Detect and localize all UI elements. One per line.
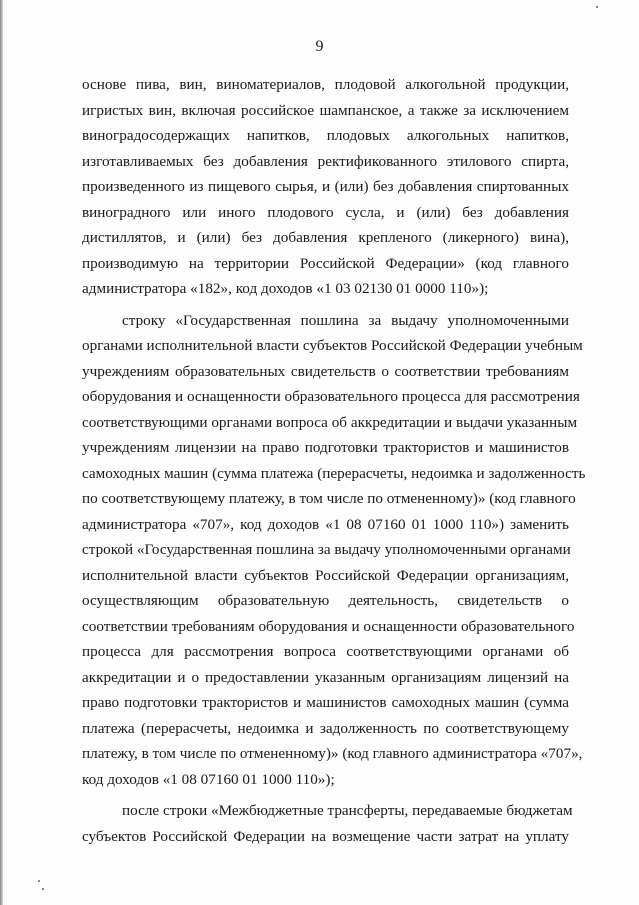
text-line: производимую на территории Российской Федерации» (код главного xyxy=(82,254,569,272)
text-line: строкой «Государственная пошлина за выдачу уполномоченными органами xyxy=(82,541,571,558)
scan-speck xyxy=(42,888,44,890)
text-line: администратора «707», код доходов «1 08 07160 01 1000 110») заменить xyxy=(82,515,569,533)
text-line: произведенного из пищевого сырья, и (или) без добавления спиртованных xyxy=(82,178,569,195)
text-line: органами исполнительной власти субъектов Российской Федерации учебным xyxy=(82,337,583,354)
text-line: право подготовки трактористов и машинистов самоходных машин (сумма xyxy=(82,694,569,711)
page-number: 9 xyxy=(315,38,324,55)
text-line: платежа (перерасчеты, недоимка и задолженность по соответствующему xyxy=(82,719,569,737)
paragraph xyxy=(82,308,586,793)
text-line: оборудования и оснащенности образовательного процесса для рассмотрения xyxy=(82,388,580,405)
text-line: учреждениям лицензии на право подготовки трактористов и машинистов xyxy=(82,439,569,456)
text-line: субъектов Российской Федерации на возмещение части затрат на уплату xyxy=(82,827,569,845)
text-line: соответствии требованиям оборудования и оснащенности образовательного xyxy=(82,617,575,635)
text-line: платежу, в том числе по отмененному)» (код главного администратора «707», xyxy=(82,745,583,762)
text-line: аккредитации и о предоставлении указанным организациям лицензий на xyxy=(82,668,569,686)
text-line: самоходных машин (сумма платежа (перерасчеты, недоимка и задолженность xyxy=(82,464,586,482)
text-line: соответствующими органами вопроса об аккредитации и выдачи указанным xyxy=(82,413,578,431)
text-line: изготавливаемых без добавления ректификованного этилового спирта, xyxy=(82,152,569,170)
text-line: осуществляющим образовательную деятельность, свидетельств о xyxy=(82,592,569,609)
scan-speck xyxy=(38,880,40,882)
text-line: код доходов «1 08 07160 01 1000 110»); xyxy=(82,770,335,788)
text-line: по соответствующему платежу, в том числе по отмененному)» (код главного xyxy=(82,490,576,507)
text-line: строку «Государственная пошлина за выдачу уполномоченными xyxy=(122,311,569,329)
scan-left-edge xyxy=(0,0,3,905)
text-line: дистиллятов, и (или) без добавления крепленого (ликерного) вина), xyxy=(82,229,569,246)
text-line: учреждениям образовательных свидетельств о соответствии требованиям xyxy=(82,362,569,380)
text-line: виноградного или иного плодового сусла, и (или) без добавления xyxy=(82,203,569,221)
text-line: виноградосодержащих напитков, плодовых алкогольных напитков, xyxy=(82,127,569,144)
scan-speck xyxy=(596,6,598,8)
text-line: игристых вин, включая российское шампанское, а также за исключением xyxy=(82,101,569,119)
text-line: исполнительной власти субъектов Российской Федерации организациям, xyxy=(82,566,569,584)
text-line: администратора «182», код доходов «1 03 02130 01 0000 110»); xyxy=(82,280,489,297)
text-line: после строки «Межбюджетные трансферты, передаваемые бюджетам xyxy=(122,802,573,819)
paragraph xyxy=(82,72,569,302)
text-line: основе пива, вин, виноматериалов, плодовой алкогольной продукции, xyxy=(82,76,569,93)
text-line: процесса для рассмотрения вопроса соответствующими органами об xyxy=(82,643,569,660)
paragraph xyxy=(82,798,573,849)
body-text xyxy=(82,72,586,849)
